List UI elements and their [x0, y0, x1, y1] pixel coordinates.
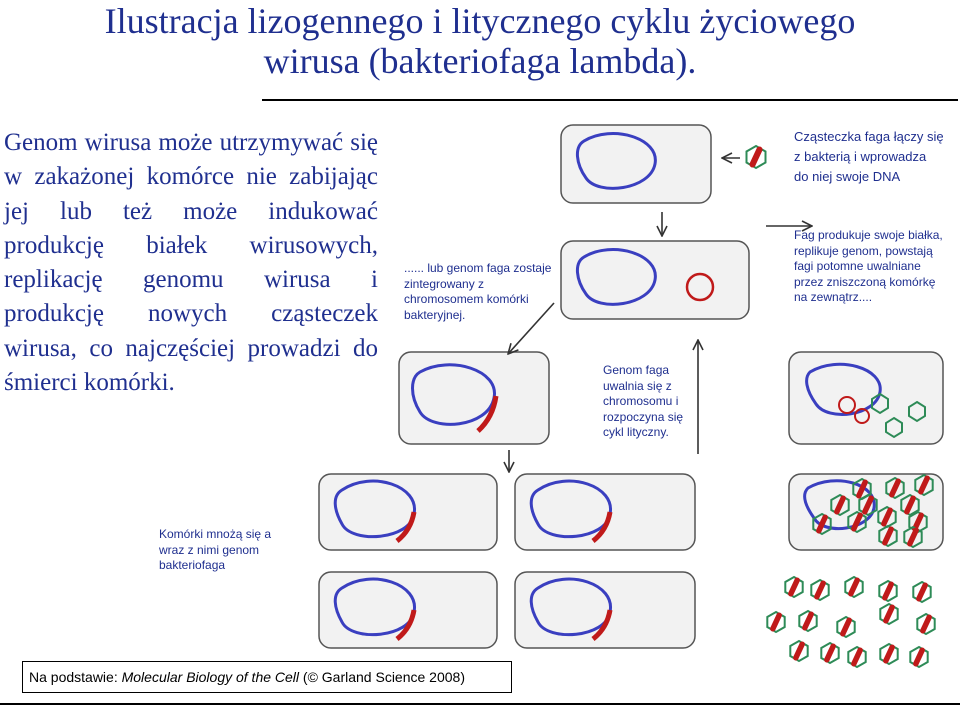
phage-particle	[910, 647, 927, 667]
phage-particle	[880, 644, 897, 664]
note-integrated: ...... lub genom faga zostaje zintegrowany z chromosomem komórki bakteryjnej.	[404, 261, 552, 322]
phage-released-group	[767, 577, 934, 667]
cell-daughter-1	[319, 474, 497, 550]
phage-particle	[879, 581, 896, 601]
source-prefix: Na podstawie:	[29, 669, 122, 685]
phage-particle	[767, 612, 784, 632]
phage-particle	[821, 643, 838, 663]
phage-particle	[837, 617, 854, 637]
cell-lytic-assembly	[789, 352, 943, 444]
source-book-title: Molecular Biology of the Cell	[121, 669, 300, 685]
source-suffix: (© Garland Science 2008)	[299, 669, 465, 685]
phage-particle	[917, 614, 934, 634]
phage-particle	[799, 611, 816, 631]
phage-particle	[880, 604, 897, 624]
intro-paragraph: Genom wirusa może utrzymywać się w zakażonej komórce nie zabijając jej lub też może indukować produkcję białek wirusowych, replikację genomu wirusa i produkcję nowych cząsteczek wirusa, co najczęściej prowadzi do śmierci komórki.	[4, 129, 378, 397]
title-line-2: wirusa (bakteriofaga lambda).	[263, 41, 697, 81]
phage-attaching-group	[747, 146, 766, 168]
phage-particle	[845, 577, 862, 597]
cell-infected	[561, 125, 711, 203]
note-attach: Cząsteczka faga łączy się z bakterią i wprowadza do niej swoje DNA	[794, 129, 944, 184]
source-citation	[22, 661, 512, 693]
cell-integrated	[399, 352, 549, 444]
phage-particle	[785, 577, 802, 597]
phage-particle	[848, 647, 865, 667]
cell-daughter-2	[515, 474, 695, 550]
cell-daughter-4	[515, 572, 695, 648]
note-release: Genom faga uwalnia się z chromosomu i rozpoczyna się cykl lityczny.	[603, 363, 684, 439]
cell-daughter-3	[319, 572, 497, 648]
phage-particle	[747, 146, 766, 168]
title-line-1: Ilustracja lizogennego i litycznego cyklu życiowego	[104, 1, 856, 41]
phage-particle	[913, 582, 930, 602]
phage-particle	[811, 580, 828, 600]
note-multiply: Komórki mnożą się a wraz z nimi genom bakteriofaga	[159, 527, 272, 572]
note-produce: Fag produkuje swoje białka, replikuje genom, powstają fagi potomne uwalniane przez zniszczoną komórkę na zewnątrz....	[794, 228, 943, 304]
phage-particle	[790, 641, 807, 661]
bottom-rule	[0, 703, 960, 705]
cell-phage-dna-inside	[561, 241, 749, 319]
